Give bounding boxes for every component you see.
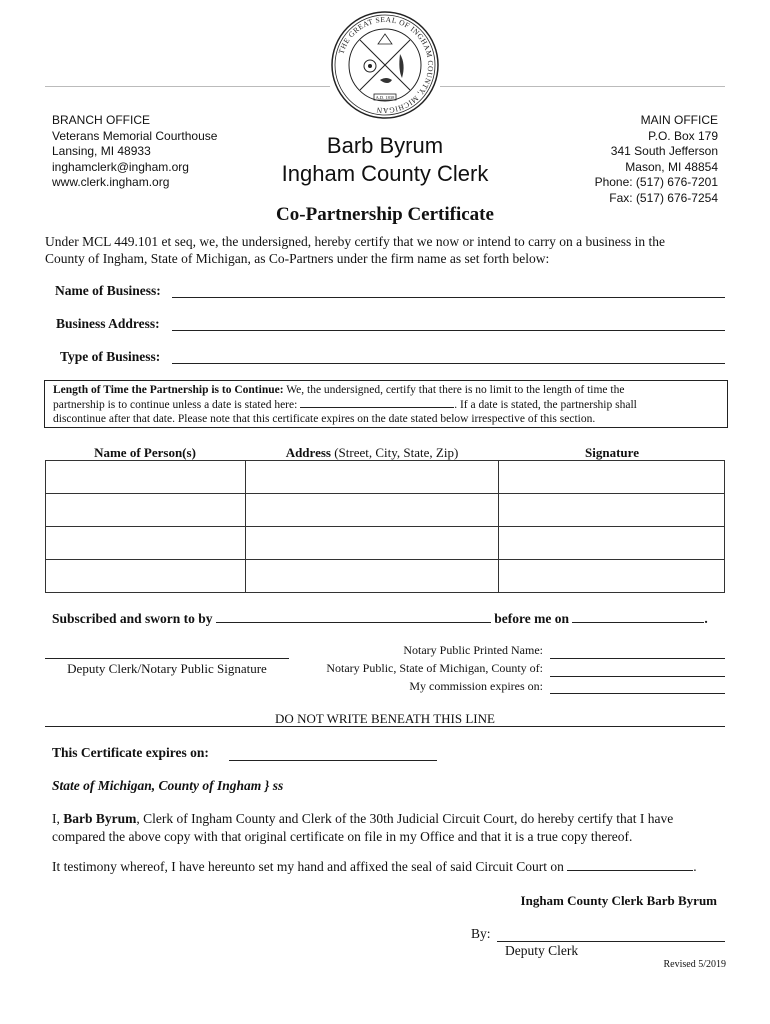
notary-signature-field[interactable] (45, 658, 289, 659)
partnership-end-date-field[interactable] (300, 406, 454, 408)
partner-name-cell[interactable] (46, 461, 246, 494)
partnership-duration-box (44, 380, 728, 428)
main-office-phone: Phone: (517) 676-7201 (594, 175, 718, 189)
sworn-before-label: before me on (494, 611, 570, 626)
notary-commission-field[interactable] (550, 693, 725, 694)
deputy-clerk-label: Deputy Clerk (505, 943, 579, 958)
type-of-business-label: Type of Business: (60, 349, 161, 364)
expires-label: This Certificate expires on: (52, 745, 209, 760)
table-row (46, 560, 725, 593)
business-address-label: Business Address: (56, 316, 160, 331)
notary-signature-label: Deputy Clerk/Notary Public Signature (67, 661, 267, 676)
testimony-line (52, 859, 697, 875)
partnership-heading: Length of Time the Partnership is to Continue: (53, 384, 284, 396)
seal-year: A.D. 1838 (375, 95, 395, 100)
certify-clerk-name: Barb Byrum (63, 811, 137, 826)
county-seal-icon (330, 10, 440, 120)
form-title: Co-Partnership Certificate (276, 204, 494, 225)
notary-commission-label: My commission expires on: (409, 679, 543, 693)
state-county-line: State of Michigan, County of Ingham } ss (52, 778, 284, 793)
table-row (46, 461, 725, 494)
branch-office-line2: Lansing, MI 48933 (52, 144, 151, 158)
intro-line1: Under MCL 449.101 et seq, we, the undersigned, hereby certify that we now or intend to carry on a business in the (45, 234, 665, 249)
partner-name-cell[interactable] (46, 527, 246, 560)
notary-county-label: Notary Public, State of Michigan, County of: (326, 661, 543, 675)
partner-signature-cell[interactable] (499, 560, 725, 593)
main-office-title: MAIN OFFICE (640, 113, 718, 127)
partnership-text2a: partnership is to continue unless a date is stated here: (53, 398, 301, 411)
notary-printed-name-label: Notary Public Printed Name: (403, 643, 543, 657)
col-address-header (245, 445, 499, 461)
partner-address-cell[interactable] (245, 527, 499, 560)
seal-ring-text: THE GREAT SEAL OF INGHAM COUNTY, MICHIGAN (336, 14, 436, 116)
revised-date: Revised 5/2019 (663, 959, 726, 970)
branch-office-block (52, 113, 217, 191)
certification-paragraph (52, 810, 673, 845)
intro-paragraph (45, 233, 665, 267)
certify-line2: compared the above copy with that original certificate on file in my Office and that it is a true copy thereof. (52, 828, 633, 844)
partnership-text3: discontinue after that date. Please note that this certificate expires on the date stated below irrespective of this section. (53, 413, 596, 425)
col-address-header-rest: (Street, City, State, Zip) (330, 445, 459, 460)
signer-name: Ingham County Clerk Barb Byrum (520, 893, 717, 908)
main-office-block (520, 113, 718, 206)
sworn-label: Subscribed and sworn to by (52, 611, 213, 626)
sworn-period: . (704, 611, 708, 626)
certify-pre: I, (52, 811, 64, 826)
intro-line2: County of Ingham, State of Michigan, as Co-Partners under the firm name as set forth below: (45, 251, 550, 266)
partner-address-cell[interactable] (245, 560, 499, 593)
type-of-business-field[interactable] (172, 363, 725, 364)
name-of-business-label: Name of Business: (55, 283, 161, 298)
branch-office-line1: Veterans Memorial Courthouse (52, 128, 218, 143)
header-rule-left (45, 86, 330, 87)
col-name-header: Name of Person(s) (94, 445, 196, 460)
partner-name-cell[interactable] (46, 494, 246, 527)
by-label: By: (471, 926, 491, 941)
col-address-header-bold: Address (285, 445, 331, 460)
clerk-title: Ingham County Clerk (281, 161, 489, 186)
main-office-line1: P.O. Box 179 (648, 128, 718, 143)
testimony-text: It testimony whereof, I have hereunto set my hand and affixed the seal of said Circuit Court on (52, 859, 564, 874)
partner-signature-cell[interactable] (499, 461, 725, 494)
sworn-by-field[interactable] (216, 621, 491, 623)
business-address-field[interactable] (172, 330, 725, 331)
clerk-heading (270, 132, 500, 188)
partner-address-cell[interactable] (245, 494, 499, 527)
partnership-text1: We, the undersigned, certify that there is no limit to the length of time the (283, 384, 625, 396)
partnership-text2b: . If a date is stated, the partnership shall (454, 398, 637, 411)
sworn-date-field[interactable] (572, 621, 704, 623)
notary-printed-name-field[interactable] (550, 658, 725, 659)
main-office-line2: 341 South Jefferson (610, 144, 718, 158)
main-office-line3: Mason, MI 48854 (625, 159, 718, 174)
deputy-clerk-signature-field[interactable] (497, 941, 725, 942)
header-rule-right (440, 86, 725, 87)
main-office-fax: Fax: (517) 676-7254 (609, 190, 718, 205)
table-row (46, 494, 725, 527)
expires-date-field[interactable] (229, 760, 437, 761)
partner-signature-cell[interactable] (499, 527, 725, 560)
partner-signature-cell[interactable] (499, 494, 725, 527)
table-row (46, 527, 725, 560)
branch-office-email: inghamclerk@ingham.org (52, 159, 189, 174)
do-not-write-rule (45, 726, 725, 727)
sworn-line (52, 611, 708, 627)
partner-name-cell[interactable] (46, 560, 246, 593)
testimony-date-field[interactable] (567, 869, 693, 871)
branch-office-website: www.clerk.ingham.org (52, 175, 170, 189)
name-of-business-field[interactable] (172, 297, 725, 298)
notary-county-field[interactable] (550, 676, 725, 677)
partners-table (45, 460, 725, 593)
partner-address-cell[interactable] (245, 461, 499, 494)
branch-office-title: BRANCH OFFICE (52, 113, 151, 127)
clerk-name: Barb Byrum (326, 133, 444, 158)
testimony-period: . (693, 859, 697, 874)
do-not-write-notice: DO NOT WRITE BENEATH THIS LINE (275, 711, 495, 726)
certify-post: , Clerk of Ingham County and Clerk of the 30th Judicial Circuit Court, do hereby certify that I have (136, 811, 674, 826)
col-signature-header: Signature (585, 445, 639, 460)
